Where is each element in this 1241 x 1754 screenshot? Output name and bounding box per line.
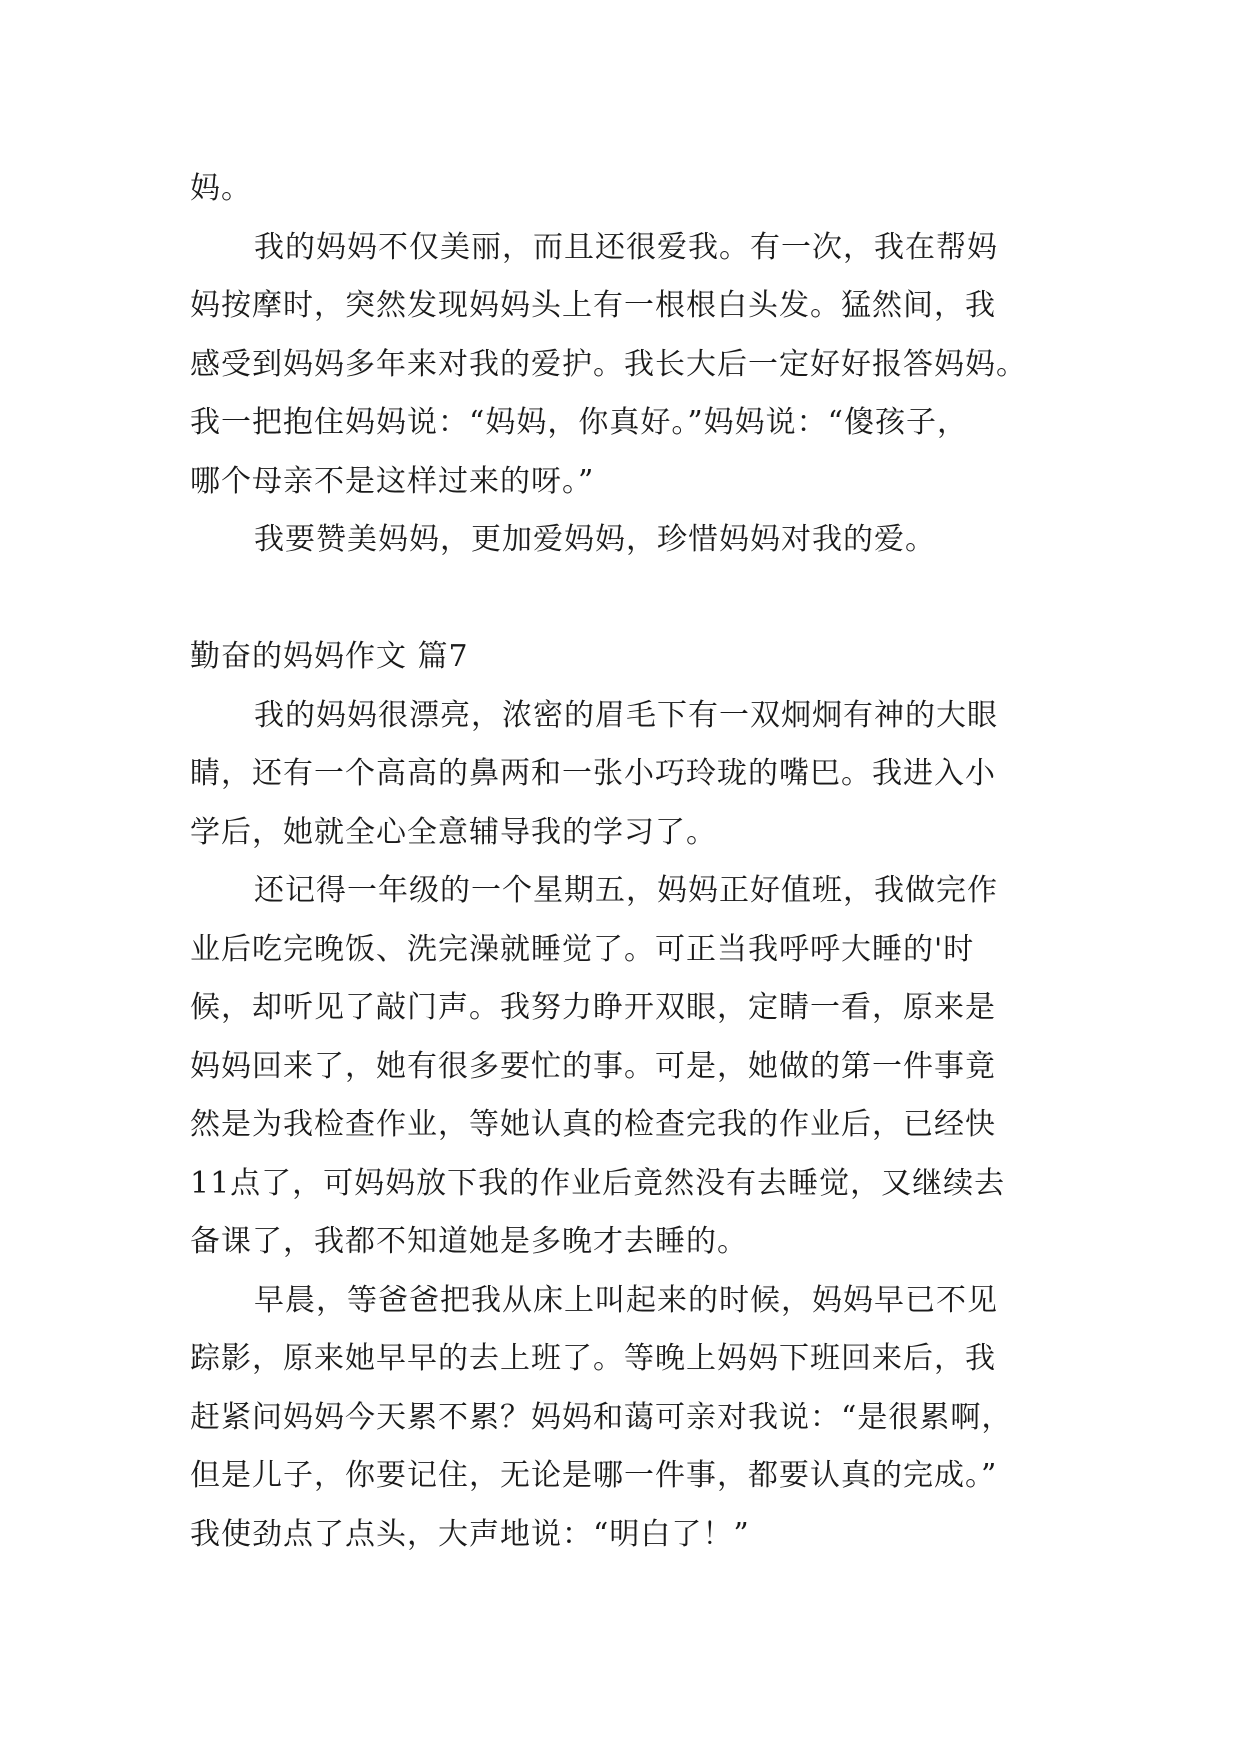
paragraph — [190, 511, 1052, 570]
text-line: 业后吃完晚饭、洗完澡就睡觉了。可正当我呼呼大睡的'时 — [190, 931, 975, 967]
text-line: 11点了，可妈妈放下我的作业后竟然没有去睡觉，又继续去 — [190, 1165, 1006, 1201]
paragraph — [190, 862, 1052, 1272]
text-line: 我一把抱住妈妈说：“妈妈，你真好。”妈妈说：“傻孩子， — [190, 405, 969, 440]
text-line: 但是儿子，你要记住，无论是哪一件事，都要认真的完成。” — [190, 1458, 998, 1493]
text-line: 早晨，等爸爸把我从床上叫起来的时候，妈妈早已不见 — [254, 1282, 998, 1318]
document-page — [190, 160, 1052, 1564]
section-heading: 勤奋的妈妈作文 篇7 — [190, 639, 469, 674]
text-line: 候，却听见了敲门声。我努力睁开双眼，定睛一看，原来是 — [190, 990, 996, 1025]
paragraph — [190, 1272, 1052, 1565]
text-line: 我的妈妈不仅美丽，而且还很爱我。有一次，我在帮妈 — [254, 229, 998, 265]
text-line: 睛，还有一个高高的鼻两和一张小巧玲珑的嘴巴。我进入小 — [190, 756, 996, 791]
text-line: 还记得一年级的一个星期五，妈妈正好值班，我做完作 — [254, 873, 998, 908]
text-line: 学后，她就全心全意辅导我的学习了。 — [190, 814, 717, 850]
text-line: 哪个母亲不是这样过来的呀。” — [190, 463, 595, 499]
section-gap — [190, 570, 1052, 629]
text-line: 感受到妈妈多年来对我的爱护。我长大后一定好好报答妈妈。 — [190, 346, 1027, 382]
text-line: 妈按摩时，突然发现妈妈头上有一根根白头发。猛然间，我 — [190, 288, 996, 323]
text-line: 然是为我检查作业，等她认真的检查完我的作业后，已经快 — [190, 1107, 996, 1142]
paragraph — [190, 219, 1052, 512]
text-line: 赶紧问妈妈今天累不累？妈妈和蔼可亲对我说：“是很累啊， — [190, 1399, 1013, 1435]
paragraph — [190, 687, 1052, 863]
text-line: 备课了，我都不知道她是多晚才去睡的。 — [190, 1224, 748, 1259]
text-line: 妈妈回来了，她有很多要忙的事。可是，她做的第一件事竟 — [190, 1048, 996, 1084]
text-line: 我的妈妈很漂亮，浓密的眉毛下有一双炯炯有神的大眼 — [254, 697, 998, 733]
paragraph — [190, 160, 1052, 219]
text-line: 踪影，原来她早早的去上班了。等晚上妈妈下班回来后，我 — [190, 1341, 996, 1376]
text-line: 我使劲点了点头，大声地说：“明白了！” — [190, 1516, 750, 1552]
text-line: 妈。 — [190, 171, 252, 206]
text-line: 我要赞美妈妈，更加爱妈妈，珍惜妈妈对我的爱。 — [254, 522, 936, 557]
